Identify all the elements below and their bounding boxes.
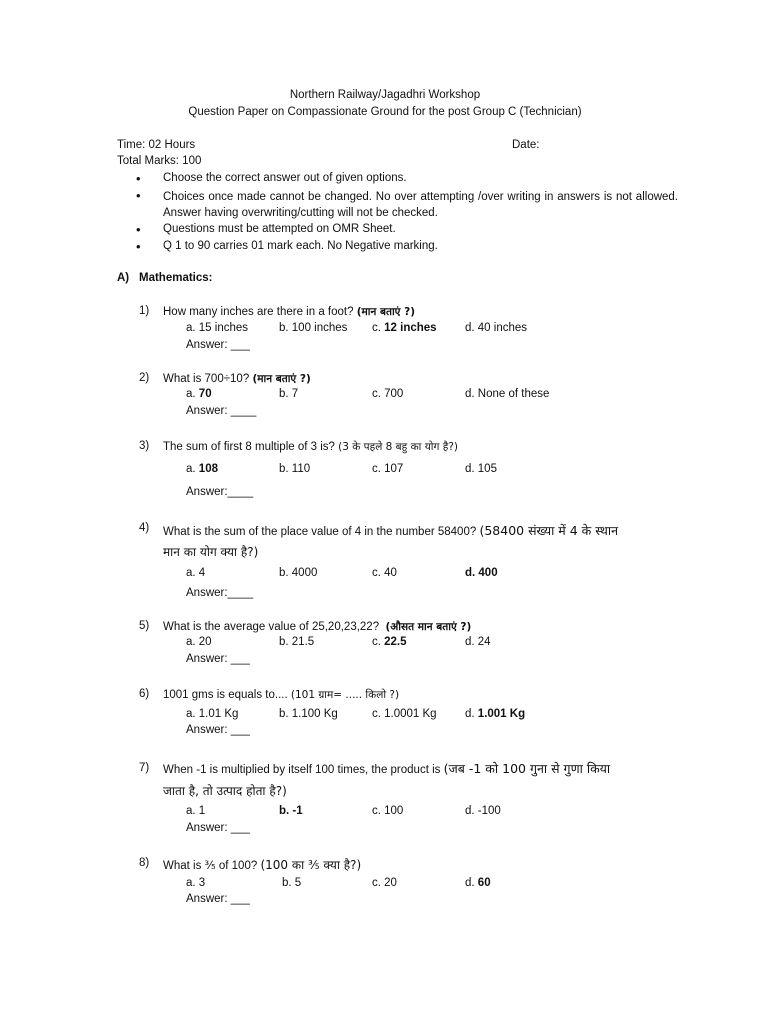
option-prefix: c.: [372, 322, 385, 334]
answer-line: Answer: ___: [186, 893, 250, 905]
option-d: [465, 708, 525, 720]
correct-option: 1.001 Kg: [477, 708, 526, 720]
question-text: [163, 688, 399, 702]
question-english: 1001 gms is equals to....: [163, 689, 288, 701]
answer-line: Answer: ____: [186, 405, 257, 417]
option-d: [465, 877, 491, 889]
section-title: Mathematics:: [139, 272, 213, 284]
option-prefix: a.: [186, 463, 199, 475]
option-a: a. 4: [186, 567, 206, 579]
option-b: b. 21.5: [279, 636, 315, 648]
option-b: b. 7: [279, 388, 299, 400]
header-subtitle: Question Paper on Compassionate Ground for the post Group C (Technician): [188, 106, 582, 118]
option-b: b. 5: [282, 877, 302, 889]
option-c: [372, 636, 407, 648]
option-a: a. 1: [186, 805, 206, 817]
date-label: Date:: [512, 139, 540, 151]
option-c: c. 700: [372, 388, 404, 400]
question-hindi: (मान बताएं ?): [252, 373, 311, 385]
question-number: 1): [139, 305, 150, 317]
answer-line: Answer: ___: [186, 822, 250, 834]
instruction-item: Choices once made cannot be changed. No over attempting /over writing in answers is not allowed. Answer having overwriting/cutting will not be checked.: [163, 191, 678, 219]
correct-option: 12 inches: [384, 322, 437, 334]
correct-option: 70: [198, 388, 212, 400]
option-d: d. 40 inches: [465, 322, 528, 334]
option-prefix: d.: [465, 877, 478, 889]
option-b: b. -1: [279, 805, 303, 817]
option-prefix: a.: [186, 388, 199, 400]
question-english: What is 700÷10?: [163, 373, 250, 385]
question-hindi-continued: जाता है, तो उत्पाद होता है?): [163, 784, 287, 798]
option-a: a. 20: [186, 636, 212, 648]
option-b: b. 4000: [279, 567, 318, 579]
question-number: 2): [139, 372, 150, 384]
question-english: The sum of first 8 multiple of 3 is?: [163, 441, 335, 453]
answer-line: Answer: ___: [186, 339, 250, 351]
question-english: What is ⅗ of 100?: [163, 860, 258, 872]
option-b: b. 110: [279, 463, 311, 475]
question-number: 4): [139, 522, 150, 534]
instruction-item: Q 1 to 90 carries 01 mark each. No Negative marking.: [163, 240, 438, 252]
time-label: Time: 02 Hours: [117, 139, 196, 151]
option-b: b. 1.100 Kg: [279, 708, 338, 720]
question-text: [163, 760, 610, 777]
question-text: [163, 372, 311, 386]
question-english: What is the sum of the place value of 4 in the number 58400?: [163, 526, 477, 538]
instruction-item: Choose the correct answer out of given options.: [163, 172, 407, 184]
correct-option: 60: [477, 877, 491, 889]
question-text: [163, 305, 415, 319]
option-a: a. 15 inches: [186, 322, 249, 334]
section-label: A): [117, 272, 130, 284]
option-d: d. 400: [465, 567, 498, 579]
option-a: a. 1.01 Kg: [186, 708, 239, 720]
answer-line: Answer: ___: [186, 724, 250, 736]
answer-line: Answer:____: [186, 486, 254, 498]
question-hindi: (औसत मान बताएं ?): [385, 621, 472, 633]
question-hindi: (101 ग्राम= ..... किलो ?): [290, 689, 400, 701]
option-c: c. 1.0001 Kg: [372, 708, 437, 720]
option-prefix: d.: [465, 708, 478, 720]
question-number: 8): [139, 857, 150, 869]
correct-option: 22.5: [384, 636, 407, 648]
option-d: d. 105: [465, 463, 497, 475]
question-number: 3): [139, 440, 150, 452]
option-a: [186, 388, 212, 400]
option-c: c. 40: [372, 567, 397, 579]
option-a: [186, 463, 218, 475]
option-d: d. -100: [465, 805, 501, 817]
option-prefix: c.: [372, 636, 385, 648]
option-c: c. 100: [372, 805, 404, 817]
question-hindi-continued: मान का योग क्या है?): [163, 545, 259, 559]
total-marks-label: Total Marks: 100: [117, 155, 202, 167]
option-b: b. 100 inches: [279, 322, 348, 334]
question-number: 6): [139, 688, 150, 700]
question-number: 7): [139, 762, 150, 774]
question-text: [163, 522, 618, 539]
option-c: c. 20: [372, 877, 397, 889]
option-d: d. 24: [465, 636, 491, 648]
question-text: [163, 620, 471, 634]
header-title: Northern Railway/Jagadhri Workshop: [289, 89, 481, 101]
option-a: a. 3: [186, 877, 206, 889]
question-hindi: (58400 संख्या में 4 के स्थान: [479, 523, 619, 538]
option-c: c. 107: [372, 463, 404, 475]
correct-option: 108: [198, 463, 218, 475]
question-english: When -1 is multiplied by itself 100 times, the product is: [163, 764, 441, 776]
question-english: How many inches are there in a foot?: [163, 306, 354, 318]
answer-line: Answer: ___: [186, 653, 250, 665]
question-text: [163, 856, 361, 873]
question-hindi: (100 का ⅗ क्या है?): [260, 858, 362, 872]
question-hindi: (मान बताएं ?): [356, 306, 416, 318]
question-number: 5): [139, 620, 150, 632]
question-hindi: (जब -1 को 100 गुना से गुणा किया: [443, 761, 611, 776]
question-english: What is the average value of 25,20,23,22?: [163, 621, 380, 633]
instruction-item: Questions must be attempted on OMR Sheet.: [163, 223, 396, 235]
question-hindi: (3 के पहले 8 बहु का योग है?): [338, 441, 459, 453]
question-text: [163, 440, 458, 454]
answer-line: Answer:____: [186, 587, 254, 599]
option-c: [372, 322, 437, 334]
option-d: d. None of these: [465, 388, 550, 400]
